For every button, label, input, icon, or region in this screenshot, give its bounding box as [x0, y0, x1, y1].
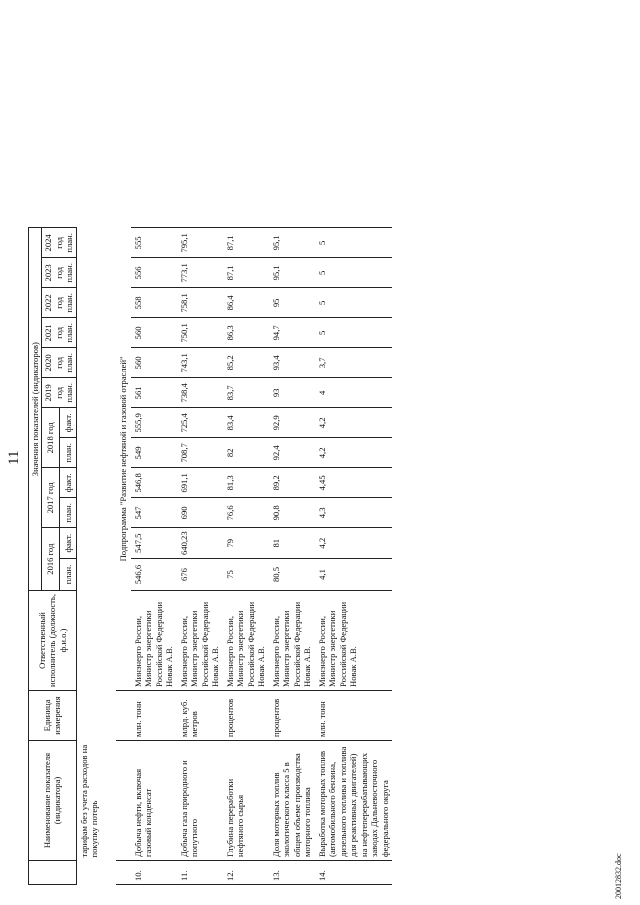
header-2018-fact: факт. [59, 408, 76, 438]
indicator-value: 5 [315, 228, 392, 258]
table-row [177, 228, 223, 885]
indicator-value: 750,1 [177, 318, 223, 348]
indicator-value: 95,1 [269, 228, 315, 258]
indicator-value: 83,7 [223, 378, 269, 408]
indicator-value: 708,7 [177, 438, 223, 468]
header-indicator-name: Наименование показателя (индикатора) [29, 741, 77, 861]
indicator-value: 4,2 [315, 438, 392, 468]
indicator-value: 79 [223, 528, 269, 559]
unit-of-measure: процентов [223, 691, 269, 741]
header-year-2019: 2019 год план. [42, 378, 76, 408]
responsible-executor: Минэнерго России, Министр энергетики Российской Федерации Новак А.В. [131, 591, 177, 691]
indicator-value: 92,9 [269, 408, 315, 438]
header-values-group: Значения показателей (индикаторов) [29, 228, 42, 591]
indicator-value: 691,1 [177, 468, 223, 498]
indicator-value: 89,2 [269, 468, 315, 498]
header-year-2020: 2020 год план. [42, 348, 76, 378]
header-number [29, 861, 77, 885]
indicator-value: 81,3 [223, 468, 269, 498]
responsible-executor: Минэнерго России, Министр энергетики Российской Федерации Новак А.В. [223, 591, 269, 691]
indicator-value: 83,4 [223, 408, 269, 438]
indicator-value: 795,1 [177, 228, 223, 258]
header-unit: Единица измерения [29, 691, 77, 741]
indicator-value: 86,4 [223, 288, 269, 318]
indicator-value: 558 [131, 288, 177, 318]
indicator-value: 556 [131, 258, 177, 288]
unit-of-measure: млн. тонн [131, 691, 177, 741]
indicator-value: 87,1 [223, 228, 269, 258]
responsible-executor: Минэнерго России, Министр энергетики Российской Федерации Новак А.В. [269, 591, 315, 691]
indicator-value: 86,3 [223, 318, 269, 348]
indicator-value: 92,4 [269, 438, 315, 468]
table-row [131, 228, 177, 885]
indicator-value: 561 [131, 378, 177, 408]
header-responsible: Ответственный исполнитель (должность, ф.и.о.) [29, 591, 77, 691]
indicator-value: 690 [177, 498, 223, 528]
header-year-2016: 2016 год [42, 528, 59, 591]
responsible-executor: Минэнерго России, Министр энергетики Российской Федерации Новак А.В. [315, 591, 392, 691]
indicator-value: 95,1 [269, 258, 315, 288]
unit-of-measure: млн. тонн [315, 691, 392, 741]
unit-of-measure: процентов [269, 691, 315, 741]
indicator-value: 93 [269, 378, 315, 408]
header-2017-fact: факт. [59, 468, 76, 498]
indicator-value: 5 [315, 258, 392, 288]
indicator-value: 549 [131, 438, 177, 468]
header-2018-plan: план. [59, 438, 76, 468]
indicator-value: 546,8 [131, 468, 177, 498]
table-row [223, 228, 269, 885]
responsible-executor: Минэнерго России, Министр энергетики Российской Федерации Новак А.В. [177, 591, 223, 691]
indicator-value: 773,1 [177, 258, 223, 288]
header-year-2024: 2024 год план. [42, 228, 76, 258]
indicator-value: 743,1 [177, 348, 223, 378]
header-year-2022: 2022 год план. [42, 288, 76, 318]
row-number: 10. [131, 861, 177, 885]
indicator-value: 560 [131, 348, 177, 378]
row-number: 13. [269, 861, 315, 885]
indicator-value: 560 [131, 318, 177, 348]
indicator-value: 95 [269, 288, 315, 318]
document-code: 20012832.doc [614, 853, 623, 899]
unit-of-measure: млрд. куб. метров [177, 691, 223, 741]
indicator-value: 4,45 [315, 468, 392, 498]
page-number: 11 [6, 450, 22, 465]
indicator-value: 87,1 [223, 258, 269, 288]
table-row [315, 228, 392, 885]
indicator-value: 546,6 [131, 559, 177, 591]
indicator-value: 5 [315, 288, 392, 318]
indicator-value: 81 [269, 528, 315, 559]
indicator-value: 555,9 [131, 408, 177, 438]
indicator-value: 4,2 [315, 408, 392, 438]
indicator-name: Добыча газа природного и попутного [177, 741, 223, 861]
indicator-value: 4,1 [315, 559, 392, 591]
subprogram-title: Подпрограмма "Развитие нефтяной и газовой отраслей" [118, 356, 129, 562]
indicator-value: 85,2 [223, 348, 269, 378]
indicator-name: Глубина переработки нефтяного сырья [223, 741, 269, 861]
row-number: 11. [177, 861, 223, 885]
indicator-value: 75 [223, 559, 269, 591]
indicators-table [28, 227, 392, 885]
indicator-value: 547 [131, 498, 177, 528]
indicator-name: Выработка моторных топлив (автомобильного бензина, дизельного топлива и топлива для реактивных двигателей) на нефтеперерабатывающих заводах Дальневосточного федерального округа [315, 741, 392, 861]
indicator-value: 82 [223, 438, 269, 468]
indicator-value: 738,4 [177, 378, 223, 408]
table-row [269, 228, 315, 885]
indicator-value: 758,1 [177, 288, 223, 318]
indicator-value: 80,5 [269, 559, 315, 591]
continued-indicator-text: тарифам без учета расходов на покупку потерь [78, 744, 100, 858]
indicator-value: 94,7 [269, 318, 315, 348]
indicator-value: 555 [131, 228, 177, 258]
indicator-value: 676 [177, 559, 223, 591]
indicator-value: 4,2 [315, 528, 392, 559]
indicator-value: 4,3 [315, 498, 392, 528]
indicator-value: 640,23 [177, 528, 223, 559]
indicator-name: Доля моторных топлив экологического класса 5 в общем объеме производства моторного топлива [269, 741, 315, 861]
indicator-value: 4 [315, 378, 392, 408]
row-number: 12. [223, 861, 269, 885]
indicator-value: 93,4 [269, 348, 315, 378]
indicator-value: 547,5 [131, 528, 177, 559]
indicator-name: Добыча нефти, включая газовый конденсат [131, 741, 177, 861]
header-2016-fact: факт. [59, 528, 76, 559]
header-year-2021: 2021 год план. [42, 318, 76, 348]
header-year-2023: 2023 год план. [42, 258, 76, 288]
header-2017-plan: план. [59, 498, 76, 528]
indicator-value: 90,8 [269, 498, 315, 528]
indicator-value: 3,7 [315, 348, 392, 378]
header-year-2018: 2018 год [42, 408, 59, 468]
header-year-2017: 2017 год [42, 468, 59, 528]
indicator-value: 5 [315, 318, 392, 348]
indicator-value: 725,4 [177, 408, 223, 438]
row-number: 14. [315, 861, 392, 885]
header-2016-plan: план. [59, 559, 76, 591]
indicator-value: 76,6 [223, 498, 269, 528]
